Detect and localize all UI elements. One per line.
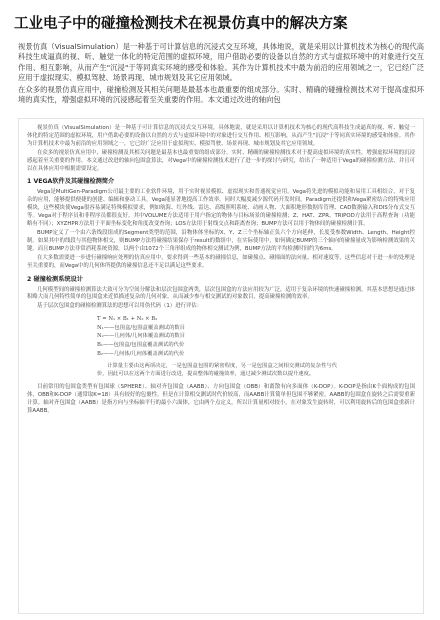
doc-paragraph: 在大多数需要进一步进行碰撞响应处理的仿真应用中，要求得到一些基本的碰撞信息，如碰撞点、碰撞面的法向量、相对速度等，这些信息对于进一步的处理是至关重要的，而Vega中的几何体所提供的碰撞信息还不足以满足这些要求。 bbox=[27, 254, 415, 269]
formula-description: 计算量主要由这两项决定，一是包围盒包围的紧密程度，另一是包围盒之间相交测试的复杂性与代价，因此可以在这两个方面进行改进，提高整体的碰撞效率，通过减少测试次数以提升速度。 bbox=[97, 363, 337, 378]
doc-paragraph: 目前常用的包围盒类型有包围球（SPHERE）、轴对齐包围盒（AABB）、方向包围盒（OBB）和离散有向多面体（K-DOP）。K-DOP是指由K个面构成的包围体，OBB和K-DOP（通常取K=18）具有较好的包裹性，但是在计算相交测试时代价较高，而AABB计算简单但包围不够紧密，AABB的包围盒在旋转之后需要重新计算。轴对齐包围盒（AABB）是指方向与坐标轴平行的最小六面体，它由两个点定义，所以计算量相对较小。在对象发生旋转时，可以利用旋转后的包围盒重新计算AABB。 bbox=[27, 384, 415, 414]
formula-line: B₂——几何体/几何体覆盖测试的代价 bbox=[97, 350, 185, 357]
formula-line: N₁——包围盒/包围盒覆盖测试的数目 bbox=[97, 324, 185, 331]
abstract-paragraph: 在众多的视景仿真应用中，碰撞检测及其相关问题是最基本也最重要的组成部分。实时、精确的碰撞检测技术对于提高虚拟环境的真实性，增强虚拟环境的沉浸感起着至关重要的作用。本文通过改进的轴向包 bbox=[18, 84, 424, 105]
formula-line: B₁——包围盒/包围盒覆盖测试的代价 bbox=[97, 342, 185, 348]
section-heading-vega: 1 VEGA软件及其碰撞检测简介 bbox=[27, 178, 115, 186]
abstract-paragraph: 视景仿真（VisualSimulation）是一种基于可计算信息的沉浸式交互环境，具体地说，就是采用以计算机技术为核心的现代高科技生成逼真的视、听、触觉一体化的特定范围的虚拟环境，用户借助必要的设备以自然的方式与虚拟环境中的对象进行交互作用、相互影响，从而产生"沉浸"于等同真实环境的感受和体验。其作为计算机技术中最为前沿的应用领域之一，它已经广泛应用于虚拟现实、模拟驾驶、场景再现、城市规划及其它应用领域。 bbox=[18, 42, 424, 83]
doc-paragraph: 几何模型间的碰撞检测算法大致可分为空间分解法和层次包围盒两类，层次包围盒的方法应用较为广泛，适用于复杂环境的快速碰撞检测。其基本思想是通过体积略大而几何特性简单的包围盒来近似描述复杂的几何对象，从而减少参与相交测试的对象数目，提高碰撞检测的效率。 bbox=[27, 286, 415, 301]
doc-paragraph: BUMP定义了一个由六条线段组成的Segment类型的范围，沿物体体坐标的X、Y、Z三个坐标轴正负六个方向延伸，长度受参数Width、Length、Height控制。如果其中的线段与其他物体相交，则BUMP方法将碰撞结果保存于result的数组中，在实际使用中，如何确定BUMP的三个轴向的碰撞量成为影响检测效果的关键。而且BUMP方法非常消耗系统资源，以两个由1072个三角形组成的物体相交测试为例，BUMP方法的平均检测时间约为6ms。 bbox=[27, 229, 415, 252]
doc-paragraph: Vega是MultiGen-Paradigm公司最主要的工业软件环境，用于实时视景模拟、虚拟现实和普通视觉应用。Vega将先进的模拟功能和易用工具相结合，对于复杂的应用，能够提供便捷的创建、编辑和驱动工具。Vega能显著地提高工作效率，同时大幅度减少源代码开发时间。Paradigm还提供和Vega紧密结合的特殊应用模块，这些模块使Vega很容易满足特殊模拟要求，例如航海、红外线、雷达、高级照明系统、动画人物、大面积地形数据库管理、CAD数据输入和DIS分布式交互等。Vega对于程序员和非程序员都很友好。其中VOLUME方法适用于用户指定的物体与目标场景的碰撞检测；Z、HAT、ZPR、TRIPOD方法用于高程查询（功能略有不同）；XYZHPR方法用于平面坐标变化和角度改变查询；LOS方法用于射线交点和距离查询；BUMP方法可以用于物体间的碰撞检测计算。 bbox=[27, 189, 415, 228]
document-preview bbox=[18, 118, 424, 614]
doc-paragraph: 视景仿真（VisualSimulation）是一种基于可计算信息的沉浸式交互环境，具体地说，就是采用以计算机技术为核心的现代高科技生成逼真的视、听、触觉一体化的特定范围的虚拟环境，用户借助必要的设备以自然的方式与虚拟环境中的对象进行交互作用、相互影响，从而产生"沉浸"于等同真实环境的感受和体验。其作为计算机技术中最为前沿的应用领域之一，它已经广泛应用于虚拟现实、模拟驾驶、场景再现、城市规划及其它应用领域。 bbox=[27, 125, 415, 147]
page-title: 工业电子中的碰撞检测技术在视景仿真中的解决方案 bbox=[14, 16, 348, 32]
section-heading-design: 2 碰撞检测系统设计 bbox=[27, 275, 83, 283]
formula-block bbox=[97, 315, 337, 378]
doc-paragraph: 基于层次包围盒的碰撞检测算法的思想可以用伪代码（1）进行评估： bbox=[37, 303, 203, 310]
formula-line: T = N₁ × B₁ + N₂ × B₂ bbox=[97, 316, 158, 323]
doc-paragraph: 在众多的视景仿真应用中，碰撞检测及其相关问题是最基本也最重要的组成部分。实时、精确的碰撞检测技术对于提高虚拟环境的真实性，增强虚拟环境的沉浸感起着至关重要的作用。本文通过改进的轴向包围盒算法，对Vega中的碰撞检测技术进行了进一步的探讨与研究，给出了一种适用于Vega的碰撞检测方法，并且可以在具体应用中根据需要设定。 bbox=[27, 149, 415, 172]
abstract bbox=[18, 42, 424, 106]
formula-line: N₂——几何体/几何体覆盖测试的数目 bbox=[97, 333, 185, 340]
